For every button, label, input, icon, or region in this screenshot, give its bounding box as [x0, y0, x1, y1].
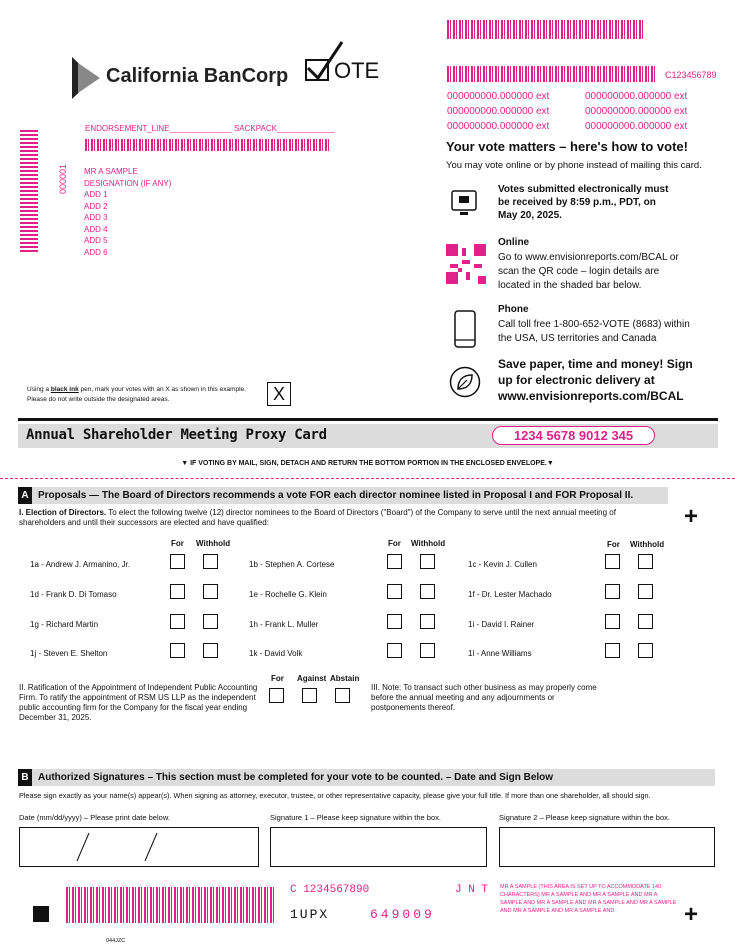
col-withhold: Withhold	[630, 540, 665, 549]
side-code: 000001	[58, 163, 68, 194]
address-line: ADD 6	[84, 247, 108, 257]
p2-abstain-checkbox[interactable]	[335, 688, 350, 703]
nominee-name: 1b - Stephen A. Cortese	[249, 560, 335, 569]
footer-code-1: C 1234567890	[290, 884, 370, 896]
p2-col-against: Against	[297, 674, 327, 683]
bottom-barcode	[66, 887, 276, 923]
phone-icon	[454, 310, 476, 348]
detach-instruction: ▼ IF VOTING BY MAIL, SIGN, DETACH AND RETURN THE BOTTOM PORTION IN THE ENCLOSED ENVELOPE.▼	[181, 460, 554, 467]
withhold-checkbox[interactable]	[203, 614, 218, 629]
proposal-1-text: I. Election of Directors. To elect the following twelve (12) director nominees to the Board of Directors ("Board") of the Company to serve until the next annual meeting of shareholders and until their successors are elected and have qualified:	[19, 508, 616, 527]
company-logo-icon	[72, 57, 100, 99]
nominee-name: 1f - Dr. Lester Machado	[468, 590, 552, 599]
address-barcode	[85, 139, 329, 151]
section-b-header	[18, 769, 715, 786]
company-name: California BanCorp	[106, 65, 289, 87]
online-title: Online	[498, 237, 530, 248]
card-title: Annual Shareholder Meeting Proxy Card	[26, 427, 327, 443]
signature-2-box[interactable]	[499, 827, 715, 867]
leaf-icon	[449, 366, 481, 398]
online-text: Go to www.envisionreports.com/BCAL or scan the QR code – login details are located in the shaded bar below.	[498, 252, 679, 291]
top-barcode	[447, 20, 643, 39]
registration-square	[33, 906, 49, 922]
withhold-checkbox[interactable]	[638, 584, 653, 599]
footer-sample-text: MR A SAMPLE (THIS AREA IS SET UP TO ACCOMMODATE 140 CHARACTERS) MR A SAMPLE AND MR A SAMPLE AND MR A SAMPLE AND MR A SAMPLE AND MR A SAMPLE AND MR A SAMPLE AND MR A SAMPLE AND MR A SAMPLE AND	[500, 884, 677, 914]
withhold-checkbox[interactable]	[638, 643, 653, 658]
nominee-name: 1k - David Volk	[249, 649, 303, 658]
save-paper-text: Save paper, time and money! Sign up for electronic delivery at www.envisionreports.com/BCAL	[498, 357, 693, 403]
for-checkbox[interactable]	[170, 643, 185, 658]
address-line: ADD 2	[84, 201, 108, 211]
date-input-box[interactable]	[19, 827, 259, 867]
phone-text: Call toll free 1-800-652-VOTE (8683) within the USA, US territories and Canada	[498, 319, 690, 344]
ink-instructions: Using a black ink pen, mark your votes with an X as shown in this example. Please do not write outside the designated areas.	[27, 386, 246, 403]
withhold-checkbox[interactable]	[420, 643, 435, 658]
withhold-checkbox[interactable]	[420, 584, 435, 599]
nominee-name: 1g - Richard Martin	[30, 620, 99, 629]
footer-code-2: 1UPX	[290, 907, 330, 922]
for-checkbox[interactable]	[170, 584, 185, 599]
address-line: ADD 5	[84, 236, 108, 245]
col-for: For	[171, 539, 184, 548]
signature-1-box[interactable]	[270, 827, 487, 867]
withhold-checkbox[interactable]	[203, 554, 218, 569]
ext-line: 000000000.000000 ext	[585, 91, 688, 102]
address-lines	[84, 166, 171, 258]
side-barcode	[20, 130, 38, 254]
for-checkbox[interactable]	[387, 584, 402, 599]
sig2-label: Signature 2 – Please keep signature within the box.	[499, 813, 670, 822]
for-checkbox[interactable]	[170, 614, 185, 629]
date-slash-icon	[144, 832, 158, 862]
address-line: ADD 3	[84, 213, 108, 222]
plus-icon: +	[684, 901, 699, 928]
for-checkbox[interactable]	[170, 554, 185, 569]
example-x: X	[272, 384, 285, 404]
control-code: C123456789	[665, 70, 717, 80]
plus-icon: +	[684, 503, 699, 530]
proposal-3-note: III. Note: To transact such other business as may properly come before the annual meeting and any adjournments or postponements thereof.	[371, 683, 597, 712]
monitor-icon	[451, 190, 477, 218]
vote-word: OTE	[334, 58, 380, 83]
date-slash-icon	[76, 832, 90, 862]
section-a-letter: A	[18, 487, 32, 504]
proposal-2-text: II. Ratification of the Appointment of Independent Public Accounting Firm. To ratify the appointment of RSM US LLP as the independent public accounting firm for the Company for the fiscal year ending December 31, 2025.	[19, 683, 258, 722]
ext-line: 000000000.000000 ext	[447, 91, 550, 102]
endorsement-line: ENDORSEMENT_LINE______________ SACKPACK_____________	[85, 124, 335, 133]
card-number: 1234 5678 9012 345	[492, 426, 655, 445]
qr-code-icon	[446, 244, 486, 284]
form-code: 044JZC	[106, 938, 126, 944]
col-for: For	[607, 540, 620, 549]
col-withhold: Withhold	[411, 539, 446, 548]
for-checkbox[interactable]	[387, 554, 402, 569]
footer-code-3: 649009	[370, 907, 435, 922]
for-checkbox[interactable]	[605, 584, 620, 599]
mid-barcode	[447, 66, 657, 82]
for-checkbox[interactable]	[387, 614, 402, 629]
section-a-title: Proposals — The Board of Directors recommends a vote FOR each director nominee listed in Proposal I and FOR Proposal II.	[38, 490, 634, 501]
withhold-checkbox[interactable]	[638, 614, 653, 629]
black-ink-text: black ink	[50, 386, 79, 393]
address-line: ADD 4	[84, 224, 108, 234]
ext-line: 000000000.000000 ext	[585, 106, 688, 117]
perforation-line	[0, 478, 735, 479]
address-line: ADD 1	[84, 190, 108, 199]
address-line: MR A SAMPLE	[84, 167, 138, 176]
address-line: DESIGNATION (IF ANY)	[84, 178, 172, 188]
example-mark-box	[267, 382, 291, 406]
withhold-checkbox[interactable]	[420, 614, 435, 629]
for-checkbox[interactable]	[605, 643, 620, 658]
nominee-name: 1l - Anne Williams	[468, 649, 532, 658]
signature-instructions: Please sign exactly as your name(s) appear(s). When signing as attorney, executor, trustee, or other representative capacity, please give your full title. If more than one shareholder, all should sign.	[19, 791, 651, 800]
withhold-checkbox[interactable]	[638, 554, 653, 569]
sig1-label: Signature 1 – Please keep signature within the box.	[270, 813, 441, 822]
nominee-name: 1c - Kevin J. Cullen	[468, 560, 537, 569]
ext-line: 000000000.000000 ext	[585, 121, 688, 132]
ext-line: 000000000.000000 ext	[447, 121, 550, 132]
for-checkbox[interactable]	[605, 614, 620, 629]
phone-title: Phone	[498, 304, 529, 315]
withhold-checkbox[interactable]	[203, 584, 218, 599]
p2-against-checkbox[interactable]	[302, 688, 317, 703]
withhold-checkbox[interactable]	[203, 643, 218, 658]
nominee-name: 1j - Steven E. Shelton	[30, 649, 108, 658]
section-b-title: Authorized Signatures – This section must be completed for your vote to be counted. – Date and Sign Below	[38, 772, 554, 783]
for-checkbox[interactable]	[605, 554, 620, 569]
nominee-name: 1e - Rochelle G. Klein	[249, 590, 327, 599]
p2-col-for: For	[271, 674, 284, 683]
p2-for-checkbox[interactable]	[269, 688, 284, 703]
for-checkbox[interactable]	[387, 643, 402, 658]
footer-jnt: J N T	[455, 884, 489, 896]
section-a-header	[18, 487, 668, 504]
electronic-deadline: Votes submitted electronically must be received by 8:59 p.m., PDT, on May 20, 2025.	[498, 184, 669, 221]
withhold-checkbox[interactable]	[420, 554, 435, 569]
nominee-name: 1i - David I. Rainer	[468, 620, 535, 629]
ext-line: 000000000.000000 ext	[447, 106, 550, 117]
nominee-name: 1a - Andrew J. Armanino, Jr.	[30, 560, 131, 569]
p2-col-abstain: Abstain	[330, 674, 360, 683]
col-for: For	[388, 539, 401, 548]
section-b-letter: B	[18, 769, 32, 786]
date-label: Date (mm/dd/yyyy) – Please print date below.	[19, 813, 170, 822]
col-withhold: Withhold	[196, 539, 231, 548]
vote-subtitle: You may vote online or by phone instead of mailing this card.	[446, 160, 702, 171]
card-top-rule	[18, 418, 718, 421]
nominee-name: 1h - Frank L. Muller	[249, 620, 319, 629]
nominee-name: 1d - Frank D. Di Tomaso	[30, 590, 117, 599]
vote-title: Your vote matters – here's how to vote!	[446, 139, 688, 154]
